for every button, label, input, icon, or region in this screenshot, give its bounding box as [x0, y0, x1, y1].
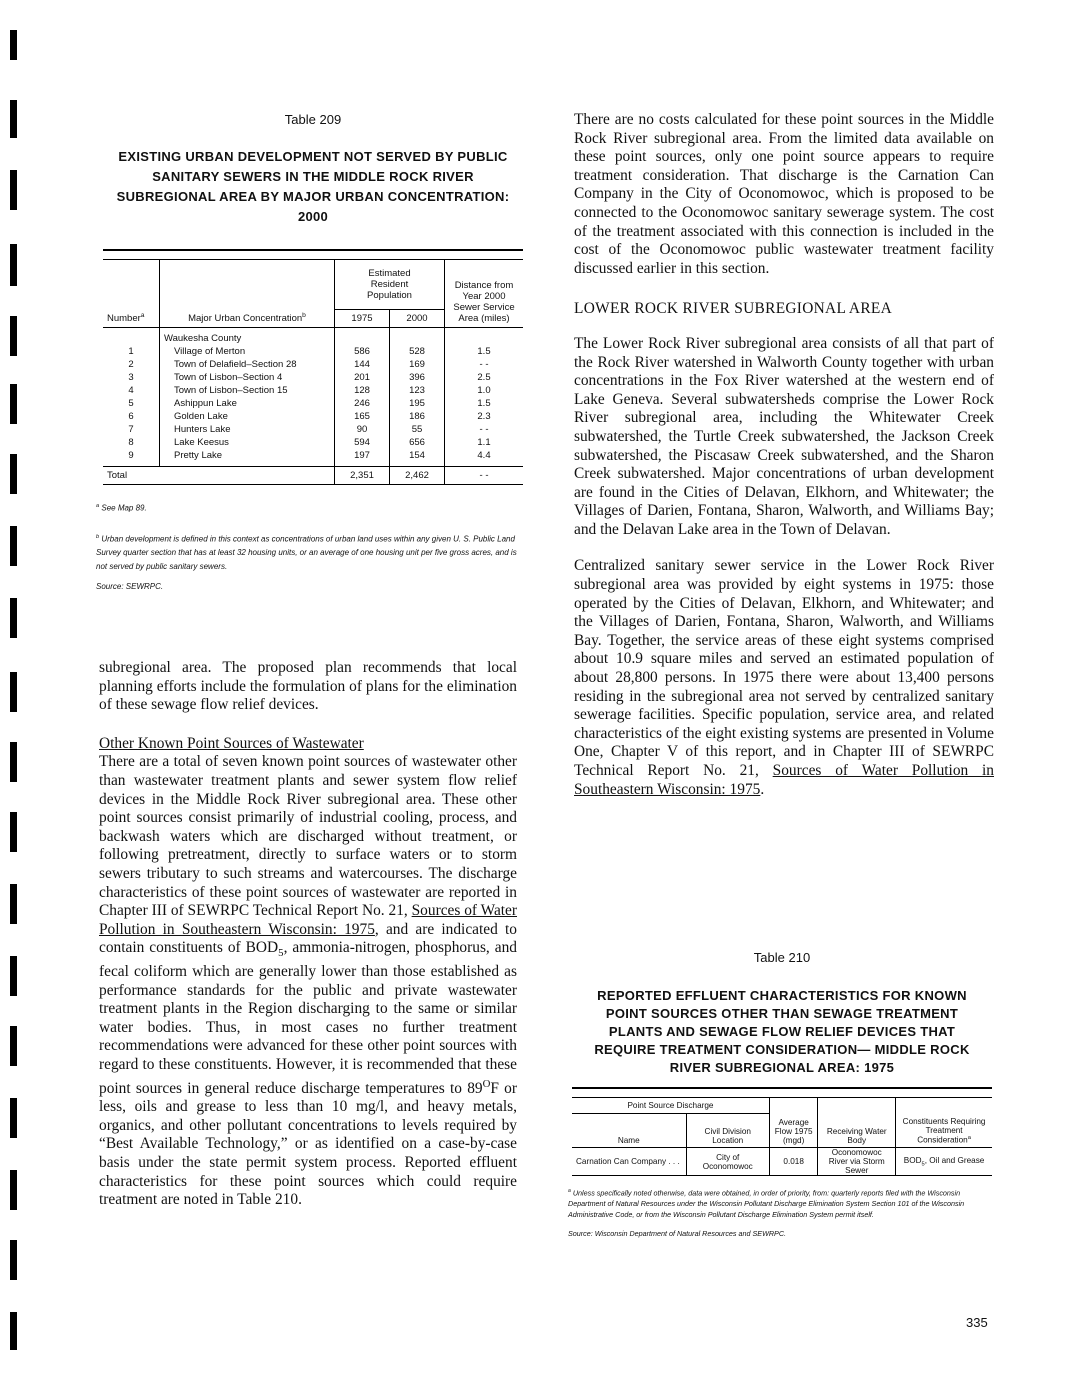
col-header-name: Name — [572, 1114, 686, 1148]
binding-mark — [10, 454, 17, 494]
col-header-group: Point Source Discharge — [572, 1098, 769, 1114]
cell-concentration: Town of Lisbon–Section 15 — [160, 384, 335, 397]
table-top-rule — [103, 249, 523, 251]
table-row — [103, 345, 523, 358]
cell-1975: 90 — [335, 423, 390, 436]
binding-mark — [10, 672, 17, 712]
binding-marks — [10, 0, 22, 1380]
col-header-2000: 2000 — [390, 310, 445, 328]
cell-2000: 186 — [390, 410, 445, 423]
cell-flow: 0.018 — [769, 1148, 817, 1176]
binding-mark — [10, 956, 17, 996]
table-row — [103, 397, 523, 410]
table-row — [572, 1148, 992, 1176]
cell-number: 6 — [103, 410, 160, 423]
binding-mark — [10, 244, 17, 286]
cell-1975: 594 — [335, 436, 390, 449]
col-header-1975: 1975 — [335, 310, 390, 328]
table-209-block — [96, 112, 530, 600]
cell-concentration: Village of Merton — [160, 345, 335, 358]
col-header-receiving: Receiving Water Body — [818, 1098, 896, 1148]
footnote-a: $^a$ Unless specifically noted otherwise, data were obtained, in order of priority, from: quarterly reports filed with the Wisconsin Department of Natural Resources under the Wisconsin Pollutant Discharge Elimination System Section 101 of the Wisconsin Administrative Code, or from the Wisconsin Pollutant Discharge Elimination System permit itself. — [568, 1188, 965, 1220]
cell-civil: City of Oconomowoc — [686, 1148, 769, 1176]
cell-2000: 154 — [390, 449, 445, 462]
cell-concentration: Town of Lisbon–Section 4 — [160, 371, 335, 384]
cell-1975: 144 — [335, 358, 390, 371]
table-row — [103, 384, 523, 397]
table-row — [103, 358, 523, 371]
cell-1975: 246 — [335, 397, 390, 410]
cell-distance: 1.5 — [477, 398, 491, 409]
cell-1975: 165 — [335, 410, 390, 423]
cell-concentration: Golden Lake — [160, 410, 335, 423]
paragraph: The Lower Rock River subregional area consists of all that part of the Rock River watershed in Walworth County together with urban concentrations in the Fox River watershed at the western end of Lake Geneva. Several subwatersheds comprise the Lower Rock River subregional area, including the Whitewater Creek subwatershed, the Turtle Creek subwatershed, the Jackson Creek subwatershed, the Piscasaw Creek subwatershed, and the Sharon Creek subwatershed. Major concentrations of urban development are found in the Cities of Delavan, Elkhorn, and Whitewater; the Villages of Darien, Fontana, Sharon, Walworth, and Williams Bay; and the Delavan Lake area in the Town of Delavan. — [574, 334, 994, 538]
cell-concentration: Ashippun Lake — [160, 397, 335, 410]
cell-concentration: Town of Delafield–Section 28 — [160, 358, 335, 371]
col-header-number: Number$^a$ — [103, 260, 160, 328]
cell-distance: - - — [479, 359, 489, 370]
cell-2000: 656 — [390, 436, 445, 449]
cell-concentration: Lake Keesus — [160, 436, 335, 449]
table-source: Source: Wisconsin Department of Natural Resources and SEWRPC. — [568, 1229, 787, 1239]
cell-2000: 55 — [390, 423, 445, 436]
cell-number: 3 — [103, 371, 160, 384]
left-column-text — [99, 659, 517, 1210]
cell-receiving: Oconomowoc River via Storm Sewer — [818, 1148, 896, 1176]
paragraph: There are a total of seven known point sources of wastewater other than wastewater treatment plants and sewer system flow relief devices in the Middle Rock River subregional area. These other point sources consist primarily of industrial cooling, process, and backwash waters which are discharged without treatment, or following pretreatment, directly to surface waters or to storm sewers tributary to such streams and watercourses. The discharge characteristics of these point sources of wastewater are reported in Chapter III of SEWRPC Technical Report No. 21, Sources of Water Pollution in Southeastern Wisconsin: 1975, and are indicated to contain constituents of $BOD_5$, ammonia-nitrogen, phosphorus, and fecal coliform which are generally lower than those established as performance standards for the public and private wastewater treatment plants in the Region discharging to the same or similar water bodies. Thus, in most cases no further treatment recommendations were advanced for these other point sources with regard to these constituents. However, it is recommended that these point sources in general reduce discharge temperatures to $89^OF$ or less, oils and grease to less than 10 mg/l, and heavy metals, organics, and other pollutant concentrations to levels required by “Best Available Technology,” or as identified on a case-by-case basis under the state permit system process. Reported effluent characteristics for these point sources which could require treatment are noted in Table 210. — [99, 753, 518, 1209]
section-heading: Other Known Point Sources of Wastewater — [99, 734, 364, 752]
binding-mark — [10, 316, 17, 356]
col-header-distance: Distance from Year 2000 Sewer Service Area (miles) — [445, 260, 524, 328]
binding-mark — [10, 384, 17, 424]
table-row — [103, 449, 523, 462]
cell-2000: 396 — [390, 371, 445, 384]
footnote-b: $^b$ Urban development is defined in this context as concentrations of urban land uses within any given U. S. Public Land Survey quarter section that has at least 32 housing units, or an average of one housing unit per five gross acres, and is not served by public sanitary sewers. — [96, 533, 517, 572]
binding-mark — [10, 1240, 17, 1280]
footnote-a: $^a$ See Map 89. — [96, 503, 147, 513]
binding-mark — [10, 1312, 17, 1350]
cell-number: 2 — [103, 358, 160, 371]
col-header-population: Estimated Resident Population — [335, 260, 445, 310]
binding-mark — [10, 170, 17, 210]
cell-distance: 4.4 — [477, 450, 491, 461]
cell-number: 8 — [103, 436, 160, 449]
col-header-constituents: Constituents Requiring Treatment Consideration$^a$ — [896, 1098, 992, 1148]
cell-1975: 201 — [335, 371, 390, 384]
cell-1975: 586 — [335, 345, 390, 358]
paragraph: subregional area. The proposed plan recommends that local planning efforts include the formulation of plans for the elimination of these sewage flow relief devices. — [99, 659, 517, 714]
cell-distance: 2.3 — [477, 411, 491, 422]
cell-1975: 197 — [335, 449, 390, 462]
cell-distance: 1.1 — [477, 437, 491, 448]
binding-mark — [10, 1026, 17, 1066]
county-label: Waukesha County — [160, 328, 335, 346]
table-row — [103, 371, 523, 384]
binding-mark — [10, 100, 17, 138]
table-title: EXISTING URBAN DEVELOPMENT NOT SERVED BY PUBLIC SANITARY SEWERS IN THE MIDDLE ROCK RIVER SUBREGIONAL AREA BY MAJOR URBAN CONCENTRATION: 2000 — [116, 149, 510, 224]
binding-mark — [10, 526, 17, 566]
cell-number: 1 — [103, 345, 160, 358]
binding-mark — [10, 30, 17, 60]
cell-name: Carnation Can Company . . . — [572, 1148, 686, 1176]
total-1975: 2,351 — [335, 467, 390, 485]
report-title-reference: Sources of Water Pollution in Southeastern Wisconsin: 1975 — [99, 902, 518, 938]
table-row — [103, 423, 523, 436]
cell-2000: 528 — [390, 345, 445, 358]
table-source: Source: SEWRPC. — [96, 582, 164, 592]
cell-1975: 128 — [335, 384, 390, 397]
table-number: Table 210 — [753, 950, 811, 965]
table-209-notes — [96, 499, 530, 594]
cell-concentration: Hunters Lake — [160, 423, 335, 436]
cell-distance: 1.5 — [477, 346, 491, 357]
table-210-notes — [568, 1186, 996, 1239]
cell-number: 5 — [103, 397, 160, 410]
binding-mark — [10, 884, 17, 924]
col-header-concentration: Major Urban Concentration$^b$ — [160, 260, 335, 328]
cell-constituents: $BOD_5$, Oil and Grease — [896, 1148, 992, 1176]
right-column-text — [574, 111, 994, 799]
paragraph: Centralized sanitary sewer service in the Lower Rock River subregional area was provided by eight systems in 1975: those operated by the Cities of Delavan, Elkhorn, and Whitewater; and the Villages of Darien, Fontana, Sharon, Walworth, and Williams Bay. Together, the service areas of these eight systems comprised about 10.9 square miles and served an estimated population of about 28,800 persons. In 1975 there were about 13,400 persons residing in the subregional area not served by centralized sanitary sewerage facilities. Specific population, service area, and related characteristics of the eight existing systems are presented in Volume One, Chapter V of this report, and in Chapter III of SEWRPC Technical Report No. 21, Sources of Water Pollution in Southeastern Wisconsin: 1975. — [574, 557, 994, 798]
binding-mark — [10, 742, 17, 782]
cell-2000: 169 — [390, 358, 445, 371]
total-2000: 2,462 — [390, 467, 445, 485]
table-210 — [572, 1097, 992, 1176]
table-title: REPORTED EFFLUENT CHARACTERISTICS FOR KNOWN POINT SOURCES OTHER THAN SEWAGE TREATMENT PLANTS AND SEWAGE FLOW RELIEF DEVICES THAT REQUIRE TREATMENT CONSIDERATION— MIDDLE ROCK RIVER SUBREGIONAL AREA: 1975 — [594, 988, 970, 1075]
table-top-rule — [572, 1087, 992, 1089]
cell-number: 4 — [103, 384, 160, 397]
col-header-flow: Average Flow 1975 (mgd) — [769, 1098, 817, 1148]
table-number: Table 209 — [284, 112, 342, 127]
cell-concentration: Pretty Lake — [160, 449, 335, 462]
binding-mark — [10, 812, 17, 852]
cell-distance: 2.5 — [477, 372, 491, 383]
cell-2000: 195 — [390, 397, 445, 410]
cell-number: 9 — [103, 449, 160, 462]
cell-number: 7 — [103, 423, 160, 436]
page-number: 335 — [966, 1315, 988, 1330]
binding-mark — [10, 598, 17, 638]
section-heading: LOWER ROCK RIVER SUBREGIONAL AREA — [574, 300, 892, 318]
total-label: Total — [103, 467, 335, 485]
table-209 — [103, 259, 523, 485]
cell-distance: - - — [479, 424, 489, 435]
table-row — [103, 410, 523, 423]
cell-distance: 1.0 — [477, 385, 491, 396]
total-distance: - - — [445, 467, 524, 485]
col-header-civil: Civil Division Location — [686, 1114, 769, 1148]
binding-mark — [10, 1170, 17, 1210]
table-210-block — [568, 950, 996, 1245]
cell-2000: 123 — [390, 384, 445, 397]
paragraph: There are no costs calculated for these point sources in the Middle Rock River subregional area. From the limited data available on these point sources, only one point source appears to require treatment consideration. That discharge is the Carnation Can Company in the City of Oconomowoc, which is proposed to be connected to the Oconomowoc sanitary sewerage system. The cost of the treatment associated with this connection is included in the cost of the Oconomowoc public wastewater treatment facility discussed earlier in this section. — [574, 111, 994, 277]
report-title-reference: Sources of Water Pollution in Southeastern Wisconsin: 1975 — [574, 762, 994, 798]
table-row — [103, 436, 523, 449]
binding-mark — [10, 1098, 17, 1138]
